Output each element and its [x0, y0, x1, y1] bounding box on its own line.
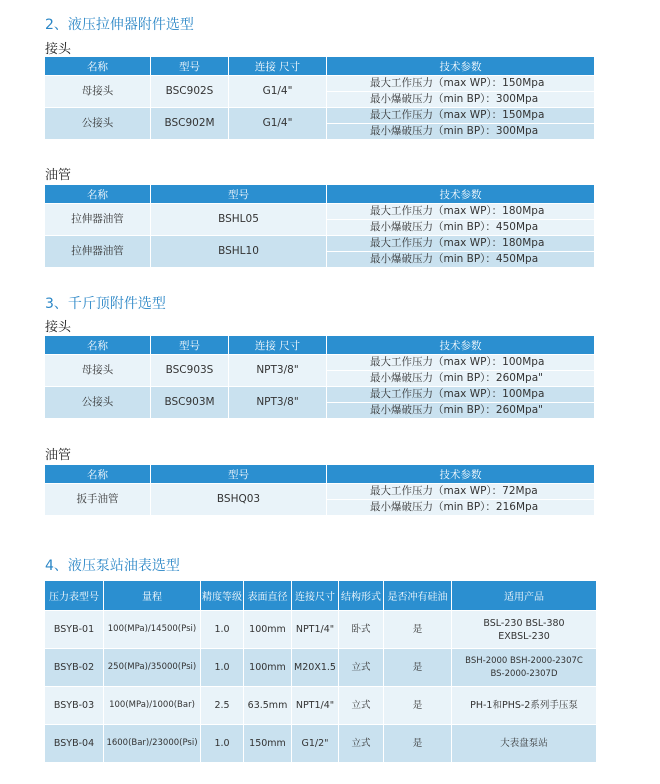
product-line: EXBSL-230 [498, 630, 550, 642]
table-row [45, 108, 595, 124]
col-header-spec: 技术参数 [327, 185, 595, 204]
col-header-model: 型号 [151, 57, 229, 76]
cell-max-wp: 最大工作压力（max WP）：72Mpa [327, 484, 595, 500]
cell-name: 母接头 [45, 76, 151, 108]
section-3-title: 3、千斤顶附件选型 [45, 296, 166, 312]
cell-silicone-oil: 是 [384, 687, 452, 725]
cell-diameter: 100mm [244, 611, 292, 649]
col-header-spec: 技术参数 [327, 336, 595, 355]
cell-model: BSHQ03 [151, 484, 327, 516]
cell-grade: 2.5 [201, 687, 244, 725]
cell-name: 母接头 [45, 355, 151, 387]
cell-gauge-model: BSYB-03 [45, 687, 104, 725]
cell-gauge-model: BSYB-01 [45, 611, 104, 649]
table-row [45, 76, 595, 92]
cell-diameter: 63.5mm [244, 687, 292, 725]
cell-name: 扳手油管 [45, 484, 151, 516]
product-line: BSH-2000 BSH-2000-2307C [465, 655, 583, 666]
cell-min-bp: 最小爆破压力（min BP）：300Mpa [327, 92, 595, 108]
cell-min-bp: 最小爆破压力（min BP）：260Mpa" [327, 403, 595, 419]
cell-model: BSC902S [151, 76, 229, 108]
cell-min-bp: 最小爆破压力（min BP）：260Mpa" [327, 371, 595, 387]
cell-grade: 1.0 [201, 611, 244, 649]
section-3-joint-table [44, 335, 595, 419]
cell-max-wp: 最大工作压力（max WP）：150Mpa [327, 108, 595, 124]
cell-model: BSC903M [151, 387, 229, 419]
col-header-model: 型号 [151, 465, 327, 484]
cell-form: 立式 [339, 725, 384, 763]
cell-min-bp: 最小爆破压力（min BP）：216Mpa [327, 500, 595, 516]
cell-size: G1/4" [229, 108, 327, 140]
table-header-row [45, 581, 597, 611]
cell-size: NPT3/8" [229, 355, 327, 387]
section-2-joint-subtitle: 接头 [45, 42, 72, 57]
cell-silicone-oil: 是 [384, 649, 452, 687]
col-header-model: 型号 [151, 185, 327, 204]
cell-diameter: 150mm [244, 725, 292, 763]
table-header-row [45, 465, 595, 484]
section-3-hose-subtitle: 油管 [45, 448, 72, 463]
cell-max-wp: 最大工作压力（max WP）：180Mpa [327, 236, 595, 252]
col-header-form: 结构形式 [339, 581, 384, 611]
col-header-silicone-oil: 是否冲有硅油 [384, 581, 452, 611]
cell-model: BSHL05 [151, 204, 327, 236]
col-header-connection: 连接尺寸 [292, 581, 339, 611]
cell-min-bp: 最小爆破压力（min BP）：300Mpa [327, 124, 595, 140]
cell-range: 100(MPa)/14500(Psi) [104, 611, 201, 649]
cell-silicone-oil: 是 [384, 611, 452, 649]
cell-range: 1600(Bar)/23000(Psi) [104, 725, 201, 763]
product-line: 大表盘泵站 [500, 738, 548, 749]
cell-gauge-model: BSYB-02 [45, 649, 104, 687]
col-header-diameter: 表面直径 [244, 581, 292, 611]
table-row [45, 355, 595, 371]
table-row [45, 725, 597, 763]
cell-model: BSHL10 [151, 236, 327, 268]
cell-min-bp: 最小爆破压力（min BP）：450Mpa [327, 252, 595, 268]
cell-grade: 1.0 [201, 649, 244, 687]
cell-max-wp: 最大工作压力（max WP）：100Mpa [327, 387, 595, 403]
cell-products [452, 611, 597, 649]
section-2-joint-table [44, 56, 595, 140]
cell-form: 立式 [339, 649, 384, 687]
col-header-products: 适用产品 [452, 581, 597, 611]
table-header-row [45, 336, 595, 355]
cell-max-wp: 最大工作压力（max WP）：180Mpa [327, 204, 595, 220]
cell-name: 拉伸器油管 [45, 236, 151, 268]
table-row [45, 687, 597, 725]
table-row [45, 649, 597, 687]
section-3-joint-subtitle: 接头 [45, 320, 72, 335]
table-row [45, 236, 595, 252]
cell-model: BSC902M [151, 108, 229, 140]
cell-connection: NPT1/4" [292, 687, 339, 725]
col-header-spec: 技术参数 [327, 57, 595, 76]
cell-connection: M20X1.5 [292, 649, 339, 687]
cell-max-wp: 最大工作压力（max WP）：100Mpa [327, 355, 595, 371]
cell-products [452, 649, 597, 687]
col-header-grade: 精度等级 [201, 581, 244, 611]
col-header-name: 名称 [45, 185, 151, 204]
col-header-spec: 技术参数 [327, 465, 595, 484]
table-row [45, 387, 595, 403]
cell-name: 公接头 [45, 108, 151, 140]
cell-form: 卧式 [339, 611, 384, 649]
product-line: BSL-230 BSL-380 [483, 617, 565, 629]
cell-size: NPT3/8" [229, 387, 327, 419]
section-2-hose-subtitle: 油管 [45, 168, 72, 183]
cell-form: 立式 [339, 687, 384, 725]
cell-min-bp: 最小爆破压力（min BP）：450Mpa [327, 220, 595, 236]
col-header-name: 名称 [45, 57, 151, 76]
col-header-range: 量程 [104, 581, 201, 611]
cell-max-wp: 最大工作压力（max WP）：150Mpa [327, 76, 595, 92]
cell-connection: NPT1/4" [292, 611, 339, 649]
cell-gauge-model: BSYB-04 [45, 725, 104, 763]
cell-size: G1/4" [229, 76, 327, 108]
table-row [45, 611, 597, 649]
table-row [45, 484, 595, 500]
table-row [45, 204, 595, 220]
col-header-name: 名称 [45, 336, 151, 355]
cell-range: 250(MPa)/35000(Psi) [104, 649, 201, 687]
section-4-title: 4、液压泵站油表选型 [45, 558, 180, 574]
col-header-name: 名称 [45, 465, 151, 484]
cell-model: BSC903S [151, 355, 229, 387]
cell-name: 公接头 [45, 387, 151, 419]
col-header-size: 连接 尺寸 [229, 336, 327, 355]
product-line: PH-1和PHS-2系列手压泵 [470, 700, 578, 711]
cell-diameter: 100mm [244, 649, 292, 687]
cell-products [452, 687, 597, 725]
cell-products [452, 725, 597, 763]
col-header-size: 连接 尺寸 [229, 57, 327, 76]
section-3-hose-table [44, 464, 595, 516]
col-header-model: 型号 [151, 336, 229, 355]
cell-silicone-oil: 是 [384, 725, 452, 763]
cell-grade: 1.0 [201, 725, 244, 763]
cell-connection: G1/2" [292, 725, 339, 763]
col-header-gauge-model: 压力表型号 [45, 581, 104, 611]
product-line: BS-2000-2307D [490, 668, 558, 679]
gauge-table [44, 580, 597, 763]
cell-name: 拉伸器油管 [45, 204, 151, 236]
table-header-row [45, 185, 595, 204]
table-header-row [45, 57, 595, 76]
section-2-title: 2、液压拉伸器附件选型 [45, 17, 194, 33]
cell-range: 100(MPa)/1000(Bar) [104, 687, 201, 725]
section-2-hose-table [44, 184, 595, 268]
